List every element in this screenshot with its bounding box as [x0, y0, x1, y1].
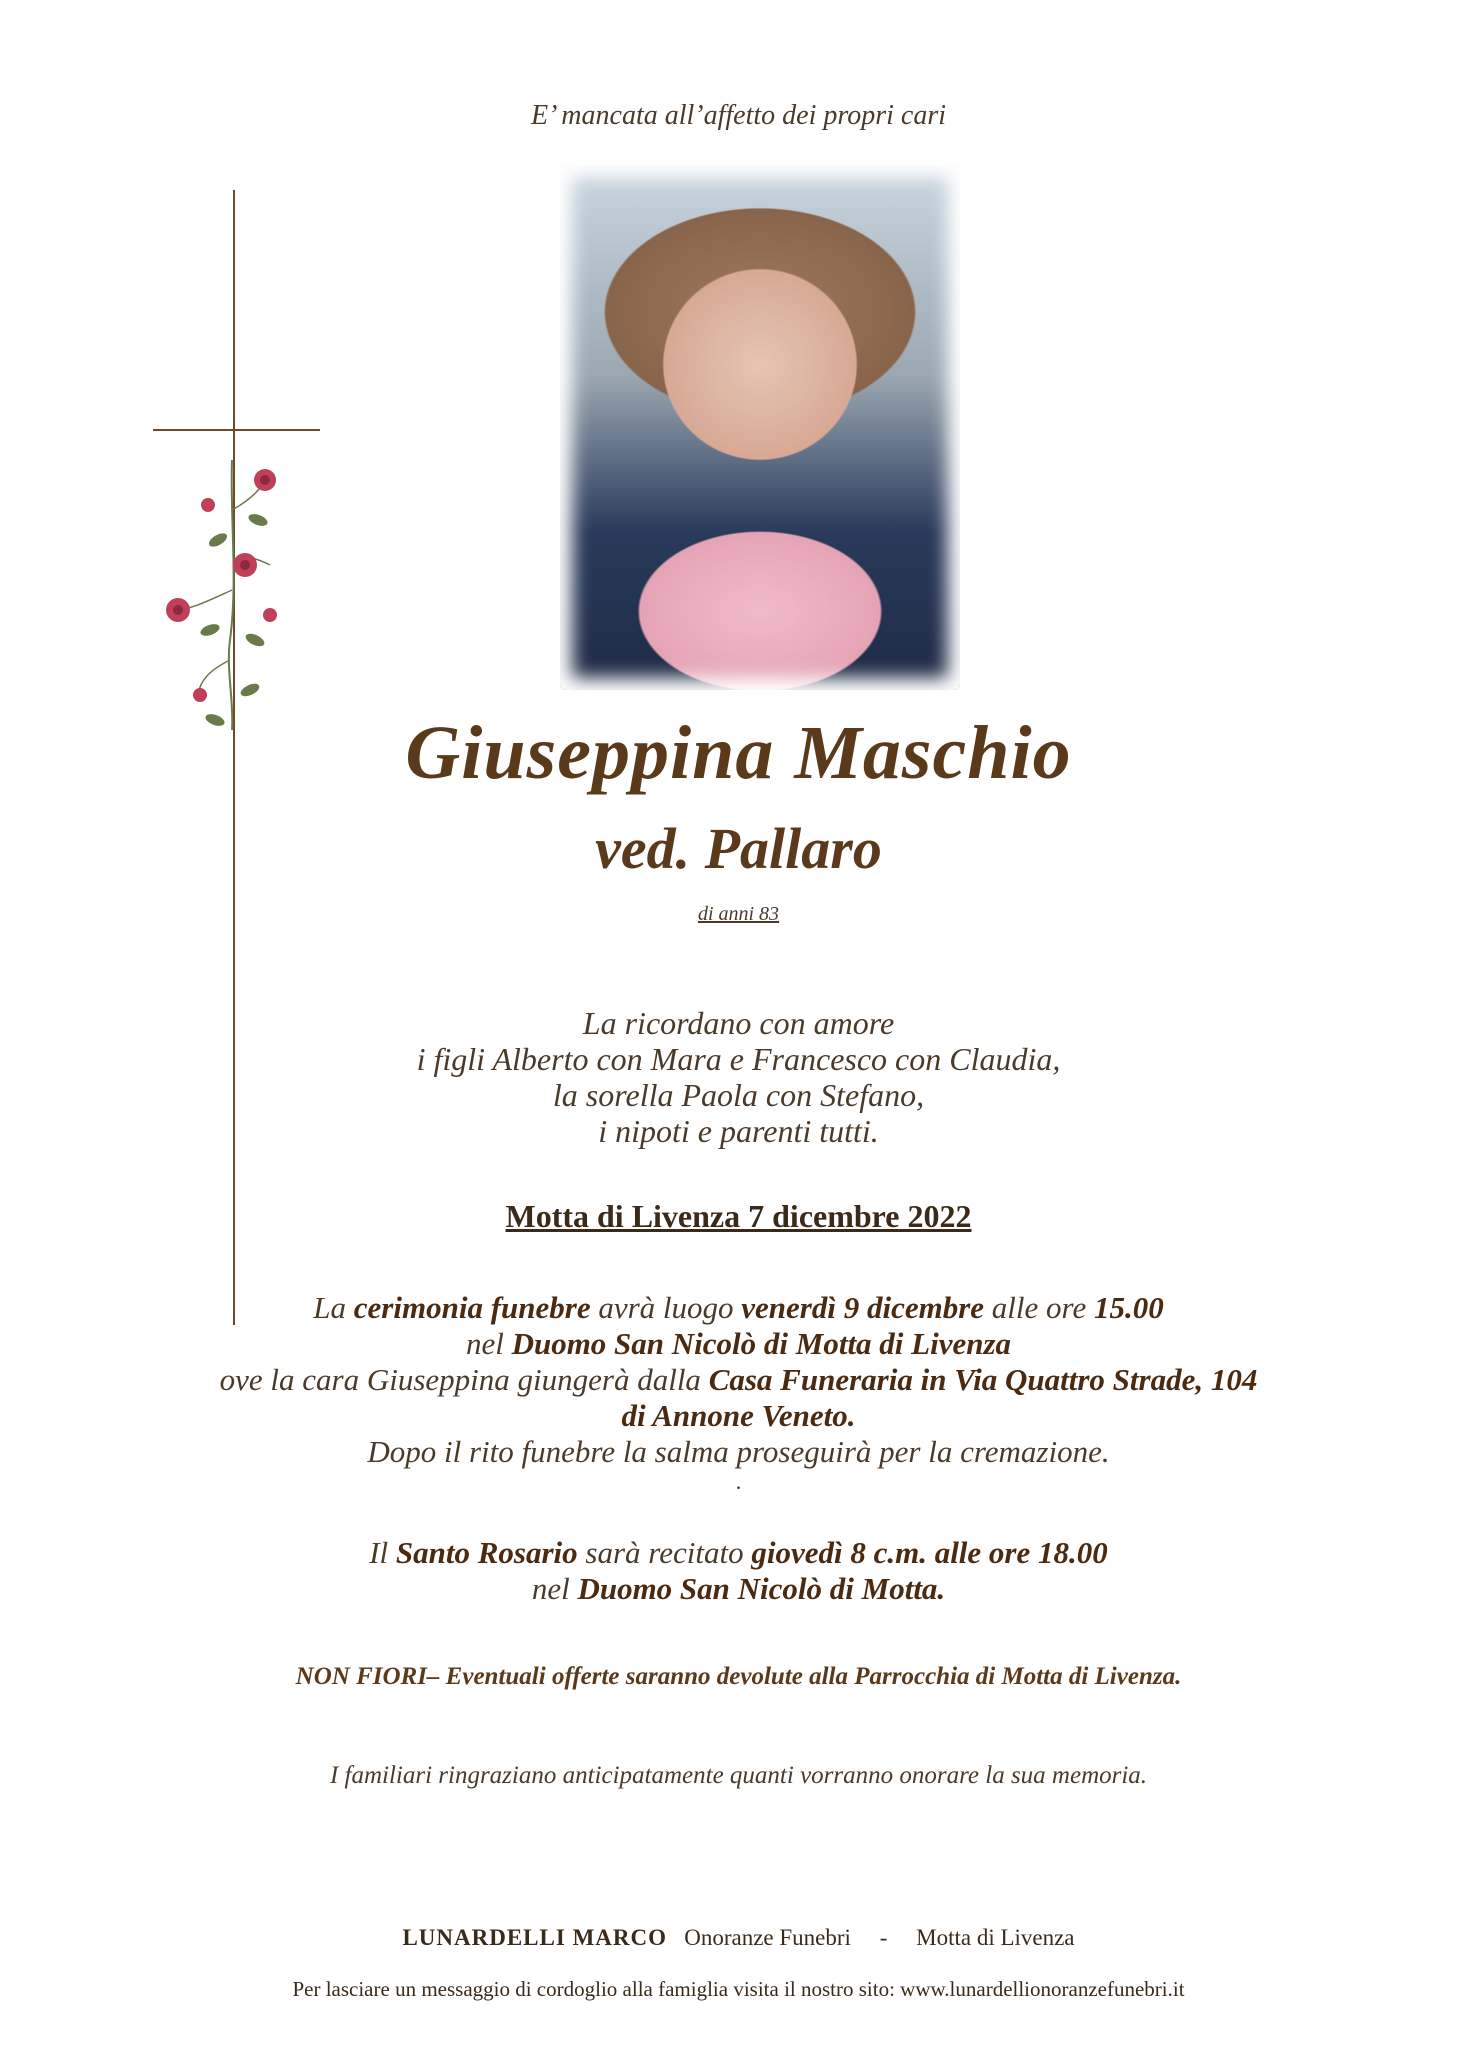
rosary-line: nel Duomo San Nicolò di Motta. [531, 1571, 946, 1606]
footer-message: Per lasciare un messaggio di cordoglio alla famiglia visita il nostro sito: www.lunardellionoranzefunebri.it [292, 1977, 1185, 2001]
remembered-by [0, 1005, 1477, 1149]
cross-horizontal [153, 429, 320, 431]
rosary-line: Il Santo Rosario sarà recitato giovedì 8 c.m. alle ore 18.00 [369, 1535, 1108, 1570]
rosary-info [0, 1535, 1477, 1607]
non-fiori-note: NON FIORI– Eventuali offerte saranno devolute alla Parrocchia di Motta di Livenza. [295, 1663, 1182, 1690]
intro-text: E’ mancata all’affetto dei propri cari [530, 100, 947, 131]
age: di anni 83 [697, 903, 780, 925]
separator-dot: . [735, 1469, 742, 1494]
ceremony-info [0, 1290, 1477, 1470]
footer-company [0, 1925, 1477, 1951]
widow-of: ved. Pallaro [595, 816, 882, 881]
remembered-line: i figli Alberto con Mara e Francesco con Claudia, [416, 1041, 1061, 1077]
remembered-line: La ricordano con amore [582, 1005, 895, 1041]
company-name: LUNARDELLI MARCO [402, 1925, 667, 1950]
footer-separator: - [879, 1925, 888, 1950]
ceremony-line: ove la cara Giuseppina giungerà dalla Casa Funeraria in Via Quattro Strade, 104 [219, 1362, 1258, 1397]
ceremony-line: nel Duomo San Nicolò di Motta di Livenza [465, 1326, 1012, 1361]
roses-decoration-icon [160, 460, 300, 730]
thanks-note: I familiari ringraziano anticipatamente quanti vorranno onorare la sua memoria. [329, 1762, 1148, 1789]
remembered-line: i nipoti e parenti tutti. [598, 1113, 879, 1149]
place-date: Motta di Livenza 7 dicembre 2022 [505, 1198, 972, 1234]
ceremony-line: La cerimonia funebre avrà luogo venerdì 9 dicembre alle ore 15.00 [313, 1290, 1164, 1325]
deceased-name: Giuseppina Maschio [405, 711, 1072, 795]
ceremony-line: di Annone Veneto. [621, 1398, 856, 1433]
company-town: Motta di Livenza [916, 1925, 1075, 1950]
ceremony-line: Dopo il rito funebre la salma proseguirà per la cremazione. [367, 1434, 1110, 1469]
remembered-line: la sorella Paola con Stefano, [552, 1077, 925, 1113]
portrait-photo [560, 165, 960, 690]
company-service: Onoranze Funebri [684, 1925, 851, 1950]
